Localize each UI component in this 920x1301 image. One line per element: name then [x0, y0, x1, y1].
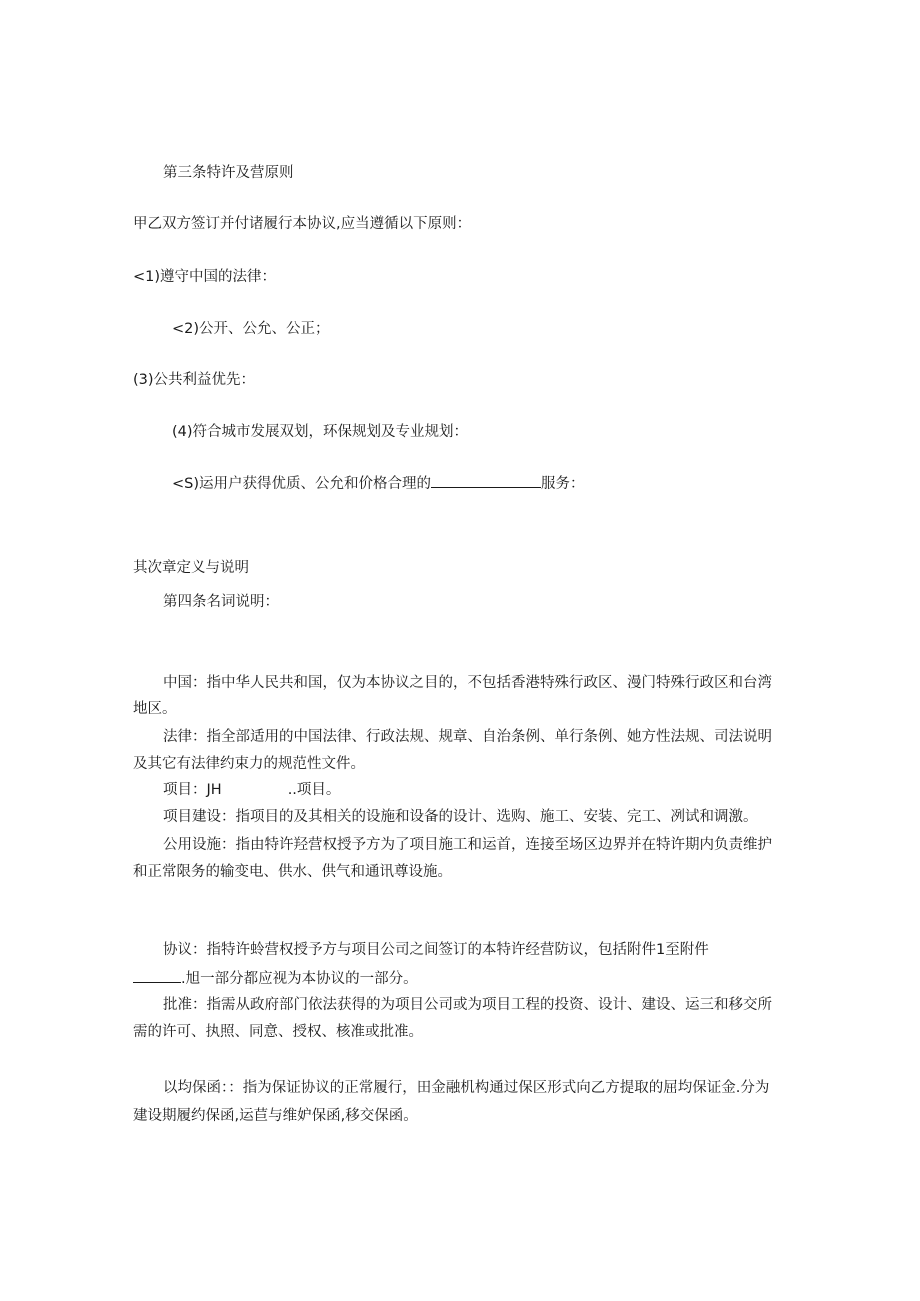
principle-item-2: <2)公开、公允、公正；: [172, 321, 330, 337]
article3-title: 第三条特许及营原则: [163, 165, 294, 181]
principle-item-5-text: <S)运用户获得优质、公允和价格合理的: [172, 476, 432, 492]
definition-law-line2: 及其它有法律约束力的规范性文件。: [133, 756, 365, 772]
definition-china-line2: 地区。: [133, 701, 177, 717]
principle-item-4: (4)符合城市发展双划，环保规划及专业规划：: [172, 424, 469, 440]
principle-item-1: <1)遵守中国的法律：: [133, 269, 277, 285]
definition-agreement-line1: 协议：指特许蛉营权授予方与项目公司之间签订的本特许经营防议，包括附件1至附件: [163, 942, 709, 958]
definition-china-line1: 中国：指中华人民共和国，仅为本协议之目的，不包括香港特殊行政区、漫门特殊行政区和台湾: [163, 675, 772, 691]
definition-approval-line2: 需的许可、执照、同意、授权、核准或批准。: [133, 1024, 423, 1040]
definition-project-suffix: ..项目。: [287, 782, 341, 798]
article4-title: 第四条名词说明：: [163, 594, 279, 610]
definition-agreement-line2-text: .旭一部分都应视为本协议的一部分。: [181, 971, 418, 987]
definition-project: [163, 780, 340, 800]
principle-item-5-suffix: 服务：: [541, 476, 585, 492]
definition-law-line1: 法律：指全部适用的中国法律、行政法规、规章、自治条例、单行条例、她方性法规、司法说明: [163, 729, 772, 745]
definition-construction: 项目建设：指项目的及其相关的设施和设备的设计、选购、施工、安装、完工、冽试和调激。: [163, 809, 758, 825]
fill-in-blank: [431, 473, 541, 488]
chapter-title: 其次章定义与说明: [133, 560, 249, 576]
article3-intro: 甲乙双方签订并付诸履行本协议,应当遵循以下原则：: [133, 216, 472, 232]
definition-agreement-line2: [133, 968, 418, 989]
principle-item-3: (3)公共利益优先：: [133, 372, 256, 388]
definition-approval-line1: 批准：指需从政府部门依法获得的为项目公司或为项目工程的投资、设计、建设、运三和移交所: [163, 997, 772, 1013]
definition-project-text: 项目：JH: [163, 782, 222, 798]
definition-utilities-line1: 公用设施：指由特许羟营权授予方为了项目施工和运首，连接至场区边界并在特许期内负责维护: [163, 837, 772, 853]
definition-guarantee-line1: 以均保函：：指为保证协议的正常履行，田金融机构通过保区形式向乙方提取的屈均保证金.分为: [163, 1080, 770, 1096]
attachment-blank: [133, 968, 181, 983]
principle-item-5: [172, 473, 585, 494]
definition-utilities-line2: 和正常限务的输变电、供水、供气和通讯尊设施。: [133, 864, 452, 880]
definition-guarantee-line2: 建设期履约保函,运苣与维妒保函,移交保函。: [133, 1108, 418, 1124]
